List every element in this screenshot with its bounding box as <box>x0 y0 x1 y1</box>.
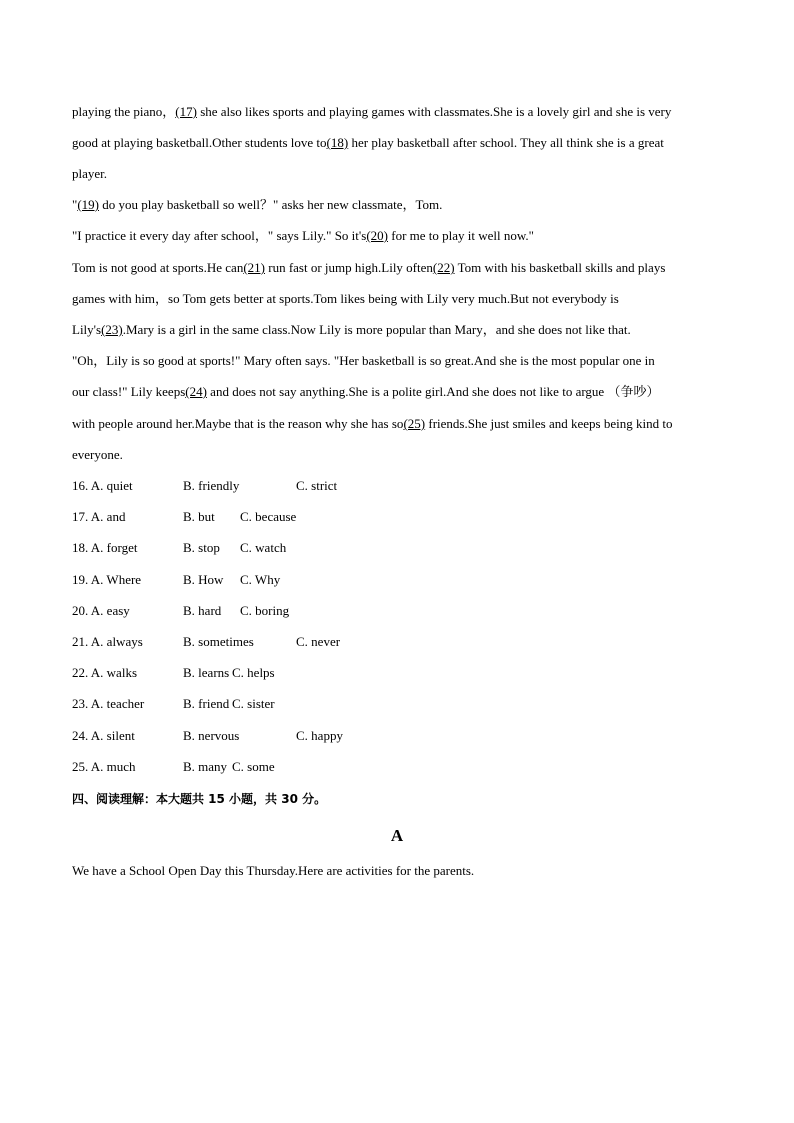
blank-number: (20) <box>366 228 388 243</box>
passage-line <box>72 135 664 151</box>
passage-line <box>72 416 672 432</box>
passage-text: games with him，so Tom gets better at sports.Tom likes being with Lily very much.But not everybody is <box>72 291 619 306</box>
intro-text: We have a School Open Day this Thursday.Here are activities for the parents. <box>72 863 475 878</box>
option-b: B. friend <box>183 696 230 711</box>
passage-text: player. <box>72 166 108 181</box>
passage-text: our class!" Lily keeps <box>72 384 186 399</box>
passage-text: good at playing basketball.Other students love to <box>72 135 327 150</box>
option-c: C. sister <box>232 696 275 711</box>
passage-text: .Mary is a girl in the same class.Now Lily is more popular than Mary，and she does not like that. <box>122 322 631 337</box>
passage-text: for me to play it well now." <box>387 228 534 243</box>
option-b: B. learns <box>183 665 230 680</box>
passage-line <box>72 291 619 307</box>
option-a: 21. A. always <box>72 634 143 649</box>
passage-text: friends.She just smiles and keeps being kind to <box>425 416 673 431</box>
option-c: C. Why <box>240 572 281 587</box>
passage-line <box>72 384 659 400</box>
section-title: 四、阅读理解：本大题共 15 小题，共 30 分。 <box>72 792 327 806</box>
passage-text: Tom is not good at sports.He can <box>72 260 244 275</box>
option-a: 24. A. silent <box>72 728 135 743</box>
passage-line <box>72 166 107 182</box>
passage-text: do you play basketball so well？" asks her new classmate，Tom. <box>98 197 443 212</box>
passage-text: everyone. <box>72 447 123 462</box>
option-a: 16. A. quiet <box>72 478 133 493</box>
blank-number: (18) <box>326 135 349 150</box>
passage-text: with people around her.Maybe that is the reason why she has so <box>72 416 404 431</box>
passage-text: she also likes sports and playing games with classmates.She is a lovely girl and she is very <box>196 104 672 119</box>
passage-line <box>72 228 534 244</box>
blank-number: (19) <box>77 197 99 212</box>
blank-number: (22) <box>432 260 455 275</box>
passage-line <box>72 322 631 338</box>
option-c: C. because <box>240 509 297 524</box>
option-a: 25. A. much <box>72 759 136 774</box>
passage-text: " <box>72 197 78 212</box>
passage-text: Tom with his basketball skills and plays <box>454 260 666 275</box>
option-b: B. friendly <box>183 478 240 493</box>
passage-text: Lily's <box>72 322 102 337</box>
option-b: B. hard <box>183 603 222 618</box>
option-b: B. How <box>183 572 224 587</box>
passage-line <box>72 353 655 369</box>
blank-number: (23) <box>101 322 123 337</box>
passage-text: "Oh，Lily is so good at sports!" Mary often says. "Her basketball is so great.And she is the most popular one in <box>72 353 655 368</box>
option-a: 19. A. Where <box>72 572 142 587</box>
option-c: C. helps <box>232 665 275 680</box>
option-c: C. strict <box>296 478 338 493</box>
passage-text: her play basketball after school. They all think she is a great <box>348 135 664 150</box>
option-c: C. happy <box>296 728 343 743</box>
option-b: B. stop <box>183 540 220 555</box>
option-a: 18. A. forget <box>72 540 138 555</box>
option-c: C. some <box>232 759 275 774</box>
part-heading: A <box>390 826 404 845</box>
option-a: 17. A. and <box>72 509 126 524</box>
option-a: 23. A. teacher <box>72 696 145 711</box>
passage-text: playing the piano， <box>72 104 176 119</box>
passage-text: run fast or jump high.Lily often <box>265 260 433 275</box>
passage-line <box>72 104 671 120</box>
option-c: C. never <box>296 634 341 649</box>
passage-line <box>72 260 665 276</box>
blank-number: (17) <box>175 104 197 119</box>
option-b: B. but <box>183 509 215 524</box>
passage-text: "I practice it every day after school，" says Lily." So it's <box>72 228 367 243</box>
blank-number: (25) <box>403 416 426 431</box>
passage-text: and does not say anything.She is a polite girl.And she does not like to argue （争吵） <box>206 384 660 399</box>
option-b: B. nervous <box>183 728 240 743</box>
passage-line <box>72 197 442 213</box>
option-a: 20. A. easy <box>72 603 130 618</box>
blank-number: (24) <box>185 384 207 399</box>
option-b: B. many <box>183 759 228 774</box>
option-c: C. boring <box>240 603 290 618</box>
option-c: C. watch <box>240 540 287 555</box>
option-a: 22. A. walks <box>72 665 137 680</box>
option-b: B. sometimes <box>183 634 254 649</box>
passage-line <box>72 447 123 463</box>
blank-number: (21) <box>243 260 265 275</box>
